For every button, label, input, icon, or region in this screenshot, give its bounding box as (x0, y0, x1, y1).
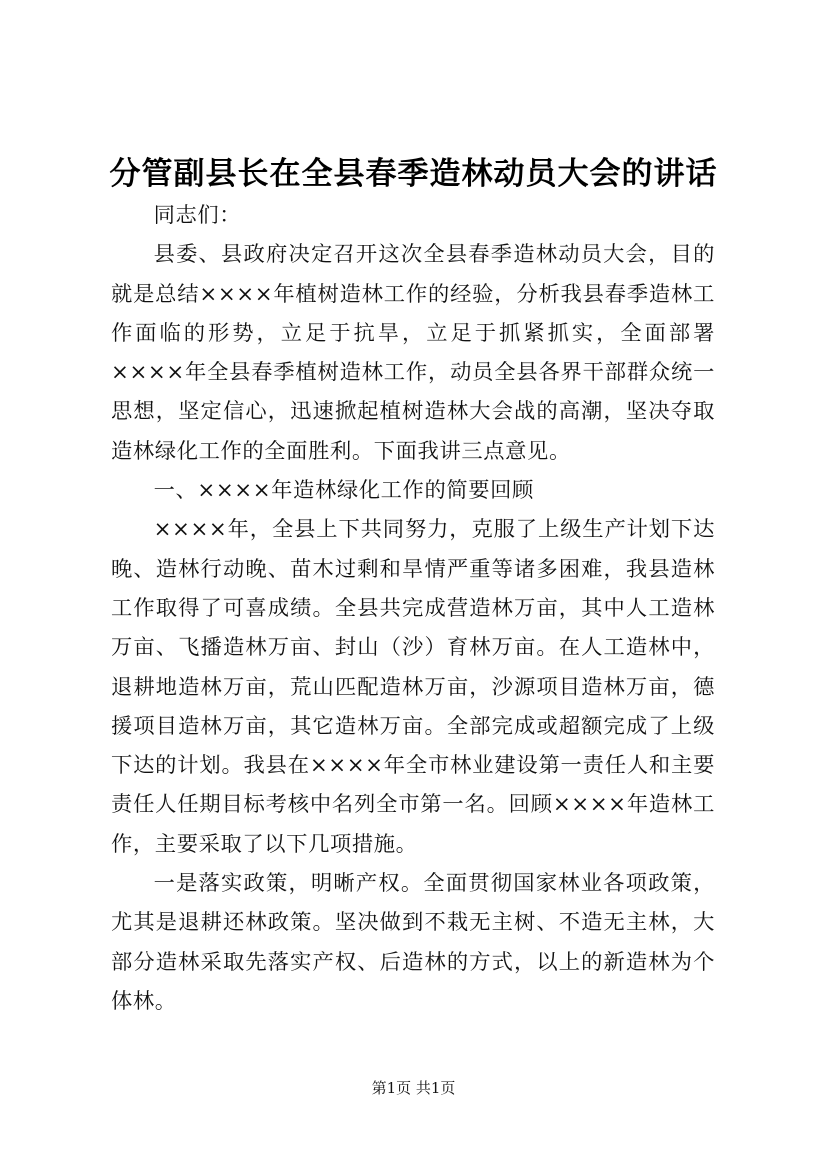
paragraph-intro: 县委、县政府决定召开这次全县春季造林动员大会，目的就是总结××××年植树造林工作的经验，分析我县春季造林工作面临的形势，立足于抗旱，立足于抓紧抓实，全面部署××××年全县春季植树造林工作，动员全县各界干部群众统一思想，坚定信心，迅速掀起植树造林大会战的高潮，坚决夺取造林绿化工作的全面胜利。下面我讲三点意见。 (111, 242, 715, 464)
document-body (111, 196, 715, 1021)
section-heading-1: 一、××××年造林绿化工作的简要回顾 (153, 478, 534, 504)
document-title: 分管副县长在全县春季造林动员大会的讲话 (109, 156, 718, 192)
salutation: 同志们： (153, 203, 242, 228)
paragraph-measure-1: 一是落实政策，明晰产权。全面贯彻国家林业各项政策，尤其是退耕还林政策。坚决做到不栽无主树、不造无主林，大部分造林采取先落实产权、后造林的方式，以上的新造林为个体林。 (111, 871, 715, 1014)
paragraph-review: ××××年，全县上下共同努力，克服了上级生产计划下达晚、造林行动晚、苗木过剩和旱情严重等诸多困难，我县造林工作取得了可喜成绩。全县共完成营造林万亩，其中人工造林万亩、飞播造林万亩、封山（沙）育林万亩。在人工造林中，退耕地造林万亩，荒山匹配造林万亩，沙源项目造林万亩，德援项目造林万亩，其它造林万亩。全部完成或超额完成了上级下达的计划。我县在××××年全市林业建设第一责任人和主要责任人任期目标考核中名列全市第一名。回顾××××年造林工作，主要采取了以下几项措施。 (111, 517, 715, 857)
page-footer: 第1页 共1页 (371, 1079, 456, 1097)
